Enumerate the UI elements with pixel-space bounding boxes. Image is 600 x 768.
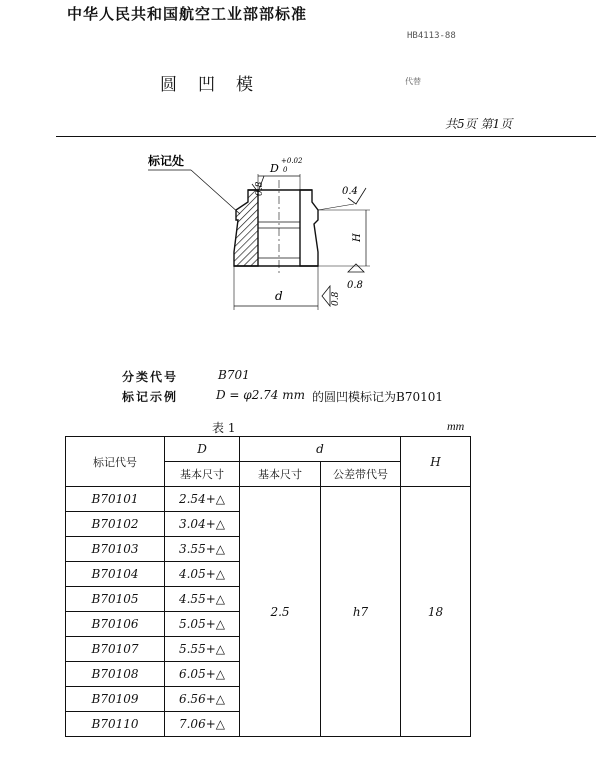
subheader-tolerance: 公差带代号 xyxy=(321,462,401,487)
row-code: B70107 xyxy=(66,637,165,662)
roughness-symbol-bottom xyxy=(322,286,330,306)
row-D: 3.55+△ xyxy=(165,537,240,562)
class-label: 分类代号 xyxy=(122,370,179,384)
replaces-label: 代替 xyxy=(405,77,421,86)
row-code: B70108 xyxy=(66,662,165,687)
row-code: B70110 xyxy=(66,712,165,737)
H-value: 18 xyxy=(401,487,471,737)
marking-label: 标记处 xyxy=(148,154,185,168)
row-D: 7.06+△ xyxy=(165,712,240,737)
d-basic-value: 2.5 xyxy=(240,487,321,737)
row-D: 3.04+△ xyxy=(165,512,240,537)
col-header-D: D xyxy=(165,437,240,462)
roughness-symbol-right xyxy=(348,264,364,272)
row-code: B70105 xyxy=(66,587,165,612)
table-title: 表 1 xyxy=(212,421,236,435)
col-header-code: 标记代号 xyxy=(66,437,165,487)
D-tol-upper: +0.02 xyxy=(281,157,303,165)
D-tol-lower: 0 xyxy=(283,166,288,174)
right-wall-outline xyxy=(300,190,318,266)
row-D: 5.55+△ xyxy=(165,637,240,662)
row-D: 2.54+△ xyxy=(165,487,240,512)
row-D: 4.55+△ xyxy=(165,587,240,612)
row-D: 5.05+△ xyxy=(165,612,240,637)
roughness-right-value: 0.8 xyxy=(347,280,363,291)
page-info: 共5页 第1页 xyxy=(445,117,513,131)
class-value: B701 xyxy=(218,368,250,382)
mark-text-a: D = φ2.74 mm xyxy=(216,388,305,402)
roughness-chamfer-value: 0.4 xyxy=(342,186,358,197)
d-symbol: d xyxy=(275,289,283,303)
col-header-H: H xyxy=(401,437,471,487)
row-code: B70103 xyxy=(66,537,165,562)
organization-header: 中华人民共和国航空工业部部标准 xyxy=(67,5,308,23)
die-drawing xyxy=(0,0,600,360)
document-title: 圆凹模 xyxy=(160,75,274,95)
row-code: B70101 xyxy=(66,487,165,512)
row-code: B70109 xyxy=(66,687,165,712)
standard-number: HB4113-88 xyxy=(407,31,456,41)
d-tolerance-value: h7 xyxy=(321,487,401,737)
D-symbol: D xyxy=(270,162,279,175)
mark-label: 标记示例 xyxy=(122,390,179,404)
roughness-top-value: 0.8 xyxy=(255,181,265,196)
left-wall-section xyxy=(234,190,258,266)
row-code: B70106 xyxy=(66,612,165,637)
subheader-basic-d: 基本尺寸 xyxy=(240,462,321,487)
table-unit: mm xyxy=(447,419,465,433)
mark-text-b: 的圆凹模标记为B70101 xyxy=(312,390,443,404)
table-row xyxy=(66,487,471,512)
row-code: B70104 xyxy=(66,562,165,587)
subheader-basic-D: 基本尺寸 xyxy=(165,462,240,487)
roughness-bottom-value: 0.8 xyxy=(331,291,341,306)
row-D: 6.56+△ xyxy=(165,687,240,712)
dimension-table xyxy=(65,436,471,737)
row-D: 4.05+△ xyxy=(165,562,240,587)
H-symbol: H xyxy=(352,233,363,242)
row-D: 6.05+△ xyxy=(165,662,240,687)
row-code: B70102 xyxy=(66,512,165,537)
col-header-d: d xyxy=(240,437,401,462)
